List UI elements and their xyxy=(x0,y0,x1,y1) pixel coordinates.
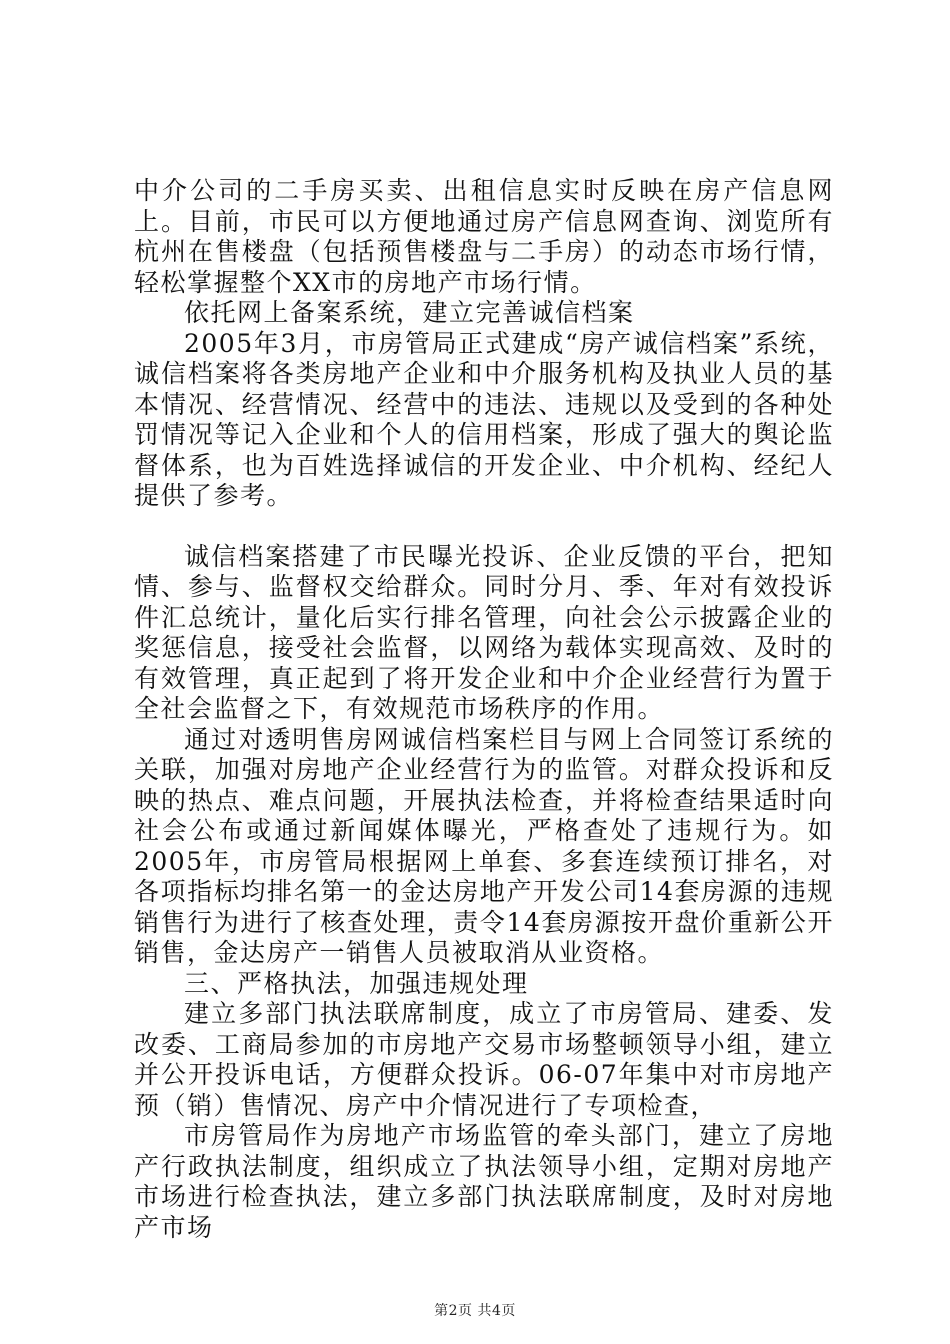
page-number-footer: 第2页 共4页 xyxy=(434,1303,516,1319)
paragraph-supervision-case: 通过对透明售房网诚信档案栏目与网上合同签订系统的关联，加强对房地产企业经营行为的监管。对群众投诉和反映的热点、难点问题，开展执法检查，并将检查结果适时向社会公布或通过新闻媒体曝光，严格查处了违规行为。如2005年，市房管局根据网上单套、多套连续预订排名，对各项指标均排名第一的金达房地产开发公司14套房源的违规销售行为进行了核查处理，责令14套房源按开盘价重新公开销售，金达房产一销售人员被取消从业资格。 xyxy=(134,724,834,967)
paragraph-housing-bureau: 市房管局作为房地产市场监管的牵头部门，建立了房地产行政执法制度，组织成立了执法领导小组，定期对房地产市场进行检查执法，建立多部门执法联席制度，及时对房地产市场 xyxy=(134,1121,834,1242)
paragraph-info-network: 中介公司的二手房买卖、出租信息实时反映在房产信息网上。目前，市民可以方便地通过房产信息网查询、浏览所有杭州在售楼盘（包括预售楼盘与二手房）的动态市场行情，轻松掌握整个XX市的房地产市场行情。 xyxy=(134,176,834,297)
section-heading-credit-archive: 依托网上备案系统，建立完善诚信档案 xyxy=(184,298,635,327)
paragraph-complaint-platform: 诚信档案搭建了市民曝光投诉、企业反馈的平台，把知情、参与、监督权交给群众。同时分月、季、年对有效投诉件汇总统计，量化后实行排名管理，向社会公示披露企业的奖惩信息，接受社会监督，以网络为载体实现高效、及时的有效管理，真正起到了将开发企业和中介企业经营行为置于全社会监督之下，有效规范市场秩序的作用。 xyxy=(134,541,834,723)
section-heading-law-enforcement: 三、严格执法，加强违规处理 xyxy=(184,968,529,998)
document-body xyxy=(134,176,834,1243)
paragraph-joint-enforcement: 建立多部门执法联席制度，成立了市房管局、建委、发改委、工商局参加的市房地产交易市场整顿领导小组，建立并公开投诉电话，方便群众投诉。06-07年集中对市房地产预（销）售情况、房产中介情况进行了专项检查， xyxy=(134,999,834,1120)
paragraph-credit-archive-system: 2005年3月，市房管局正式建成“房产诚信档案”系统，诚信档案将各类房地产企业和中介服务机构及执业人员的基本情况、经营情况、经营中的违法、违规以及受到的各种处罚情况等记入企业和个人的信用档案，形成了强大的舆论监督体系，也为百姓选择诚信的开发企业、中介机构、经纪人提供了参考。 xyxy=(134,328,834,510)
